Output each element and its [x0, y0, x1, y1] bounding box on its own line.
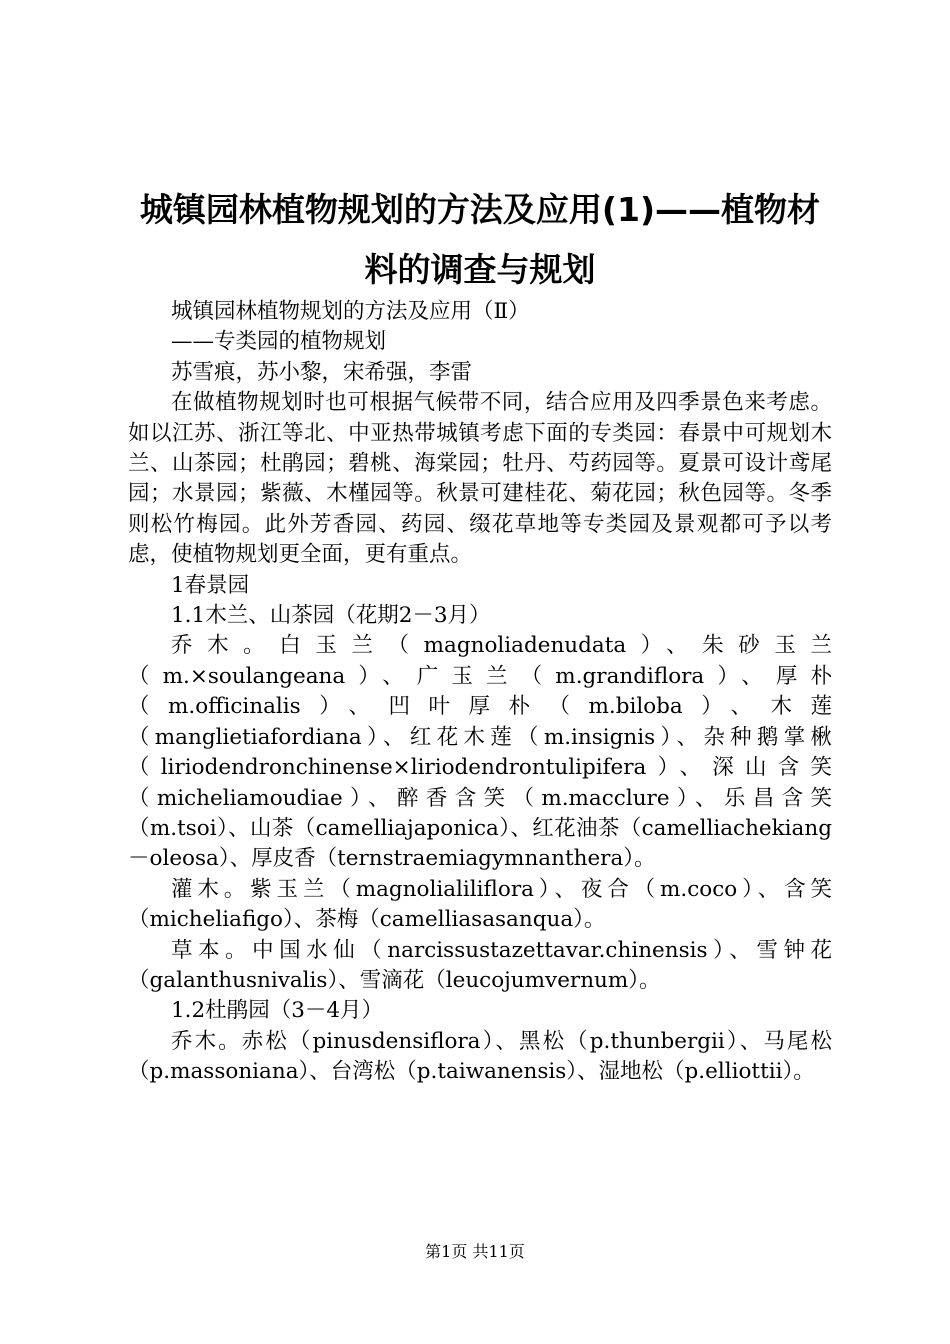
- body-paragraph: 乔木。白玉兰（magnoliadenudata）、朱砂玉兰（m.×soulangeana）、广玉兰（m.grandiflora）、厚朴（m.officinalis）、凹叶厚朴（m.biloba）、木莲（manglietiafordiana）、红花木莲（m.insignis）、杂种鹅掌楸（liriodendronchinense×liriodendrontulipifera）、深山含笑（micheliamoudiae）、醉香含笑（m.macclure）、乐昌含笑（m.tsoi）、山茶（camelliajaponica）、红花油茶（camelliachekiang－oleosa）、厚皮香（ternstraemiagymnanthera）。: [128, 633, 832, 872]
- subsection-heading: 1.2杜鹃园（3－4月）: [171, 998, 384, 1024]
- page-footer: 第1页 共11页: [425, 1242, 525, 1261]
- subsection-heading: 1.1木兰、山茶园（花期2－3月）: [171, 603, 491, 629]
- body-paragraph: 灌木。紫玉兰（magnolialiliflora）、夜合（m.coco）、含笑（micheliafigo）、茶梅（camelliasasanqua）。: [128, 876, 832, 933]
- subtitle-line: ——专类园的植物规划: [171, 329, 387, 355]
- body-paragraph: 乔木。赤松（pinusdensiflora）、黑松（p.thunbergii）、马尾松（p.massoniana）、台湾松（p.taiwanensis）、湿地松（p.elliottii）。: [128, 1028, 832, 1085]
- document-body: [128, 297, 832, 1088]
- body-paragraph: 在做植物规划时也可根据气候带不同，结合应用及四季景色来考虑。如以江苏、浙江等北、中亚热带城镇考虑下面的专类园：春景中可规划木兰、山茶园；杜鹃园；碧桃、海棠园；牡丹、芍药园等。夏景可设计鸢尾园；水景园；紫薇、木槿园等。秋景可建桂花、菊花园；秋色园等。冬季则松竹梅园。此外芳香园、药园、缀花草地等专类园及景观都可予以考虑，使植物规划更全面，更有重点。: [128, 390, 832, 568]
- body-paragraph: 草本。中国水仙（narcissustazettavar.chinensis）、雪钟花（galanthusnivalis）、雪滴花（leucojumvernum）。: [128, 937, 832, 993]
- authors-line: 苏雪痕，苏小黎，宋希强，李雷: [171, 359, 473, 385]
- subtitle-line: 城镇园林植物规划的方法及应用（Ⅱ）: [171, 299, 530, 324]
- section-heading: 1春景园: [171, 572, 250, 598]
- document-title: 城镇园林植物规划的方法及应用(1)——植物材料的调查与规划: [139, 190, 821, 289]
